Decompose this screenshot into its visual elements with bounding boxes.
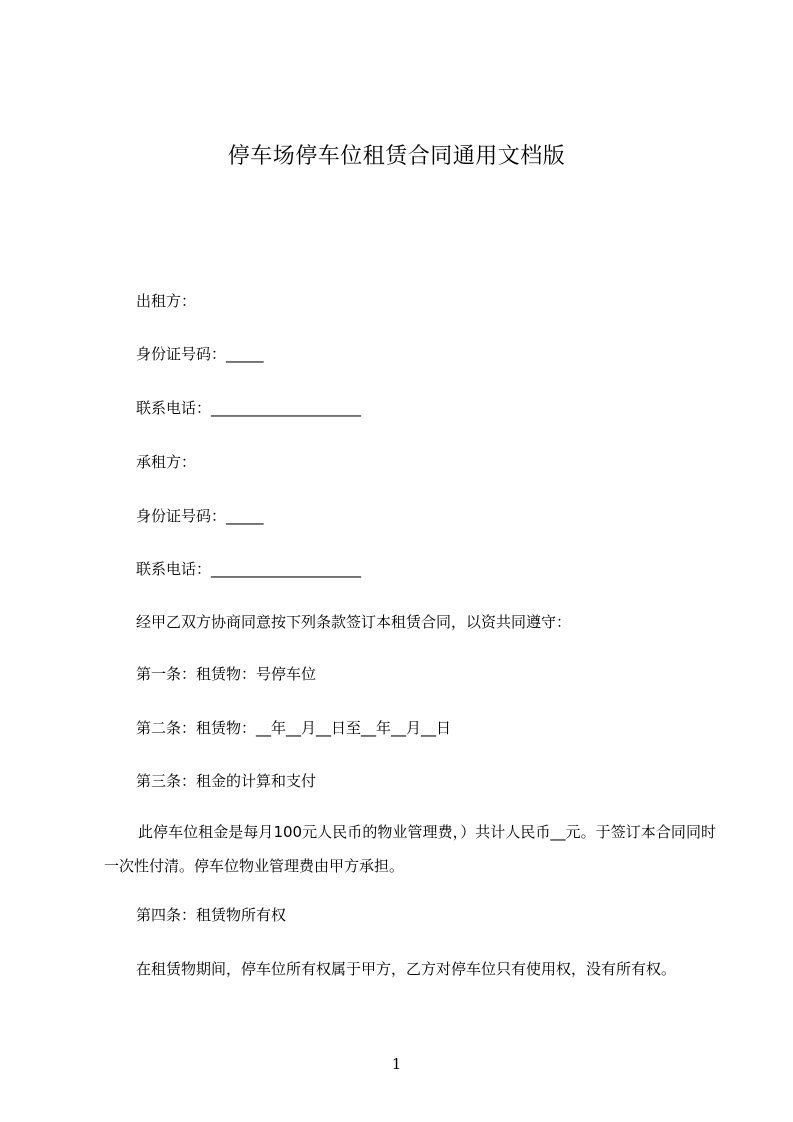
page-number: 1 xyxy=(391,1055,402,1073)
lessor-phone-field: 联系电话：____________________ xyxy=(136,399,362,417)
lessor-label: 出租方： xyxy=(136,292,197,310)
lessee-phone-field: 联系电话：____________________ xyxy=(136,560,362,578)
lessee-id-field: 身份证号码：_____ xyxy=(136,507,264,525)
article-2: 第二条：租赁物：__年__月__日至__年__月__日 xyxy=(136,719,452,737)
lessee-label: 承租方： xyxy=(136,453,197,471)
document-title: 停车场停车位租赁合同通用文档版 xyxy=(227,144,566,169)
lessor-id-field: 身份证号码：_____ xyxy=(136,345,264,363)
article-1: 第一条：租赁物：号停车位 xyxy=(136,665,317,683)
article-3-body: 此停车位租金是每月100元人民币的物业管理费，）共计人民币__元。于签订本合同同时一次性付清。停车位物业管理费由甲方承担。 xyxy=(104,823,716,875)
contract-preamble: 经甲乙双方协商同意按下列条款签订本租赁合同，以资共同遵守： xyxy=(136,613,572,631)
article-4-heading: 第四条：租赁物所有权 xyxy=(136,906,287,924)
article-4-body: 在租赁物期间，停车位所有权属于甲方，乙方对停车位只有使用权，没有所有权。 xyxy=(136,960,677,978)
article-3-heading: 第三条：租金的计算和支付 xyxy=(136,772,317,790)
